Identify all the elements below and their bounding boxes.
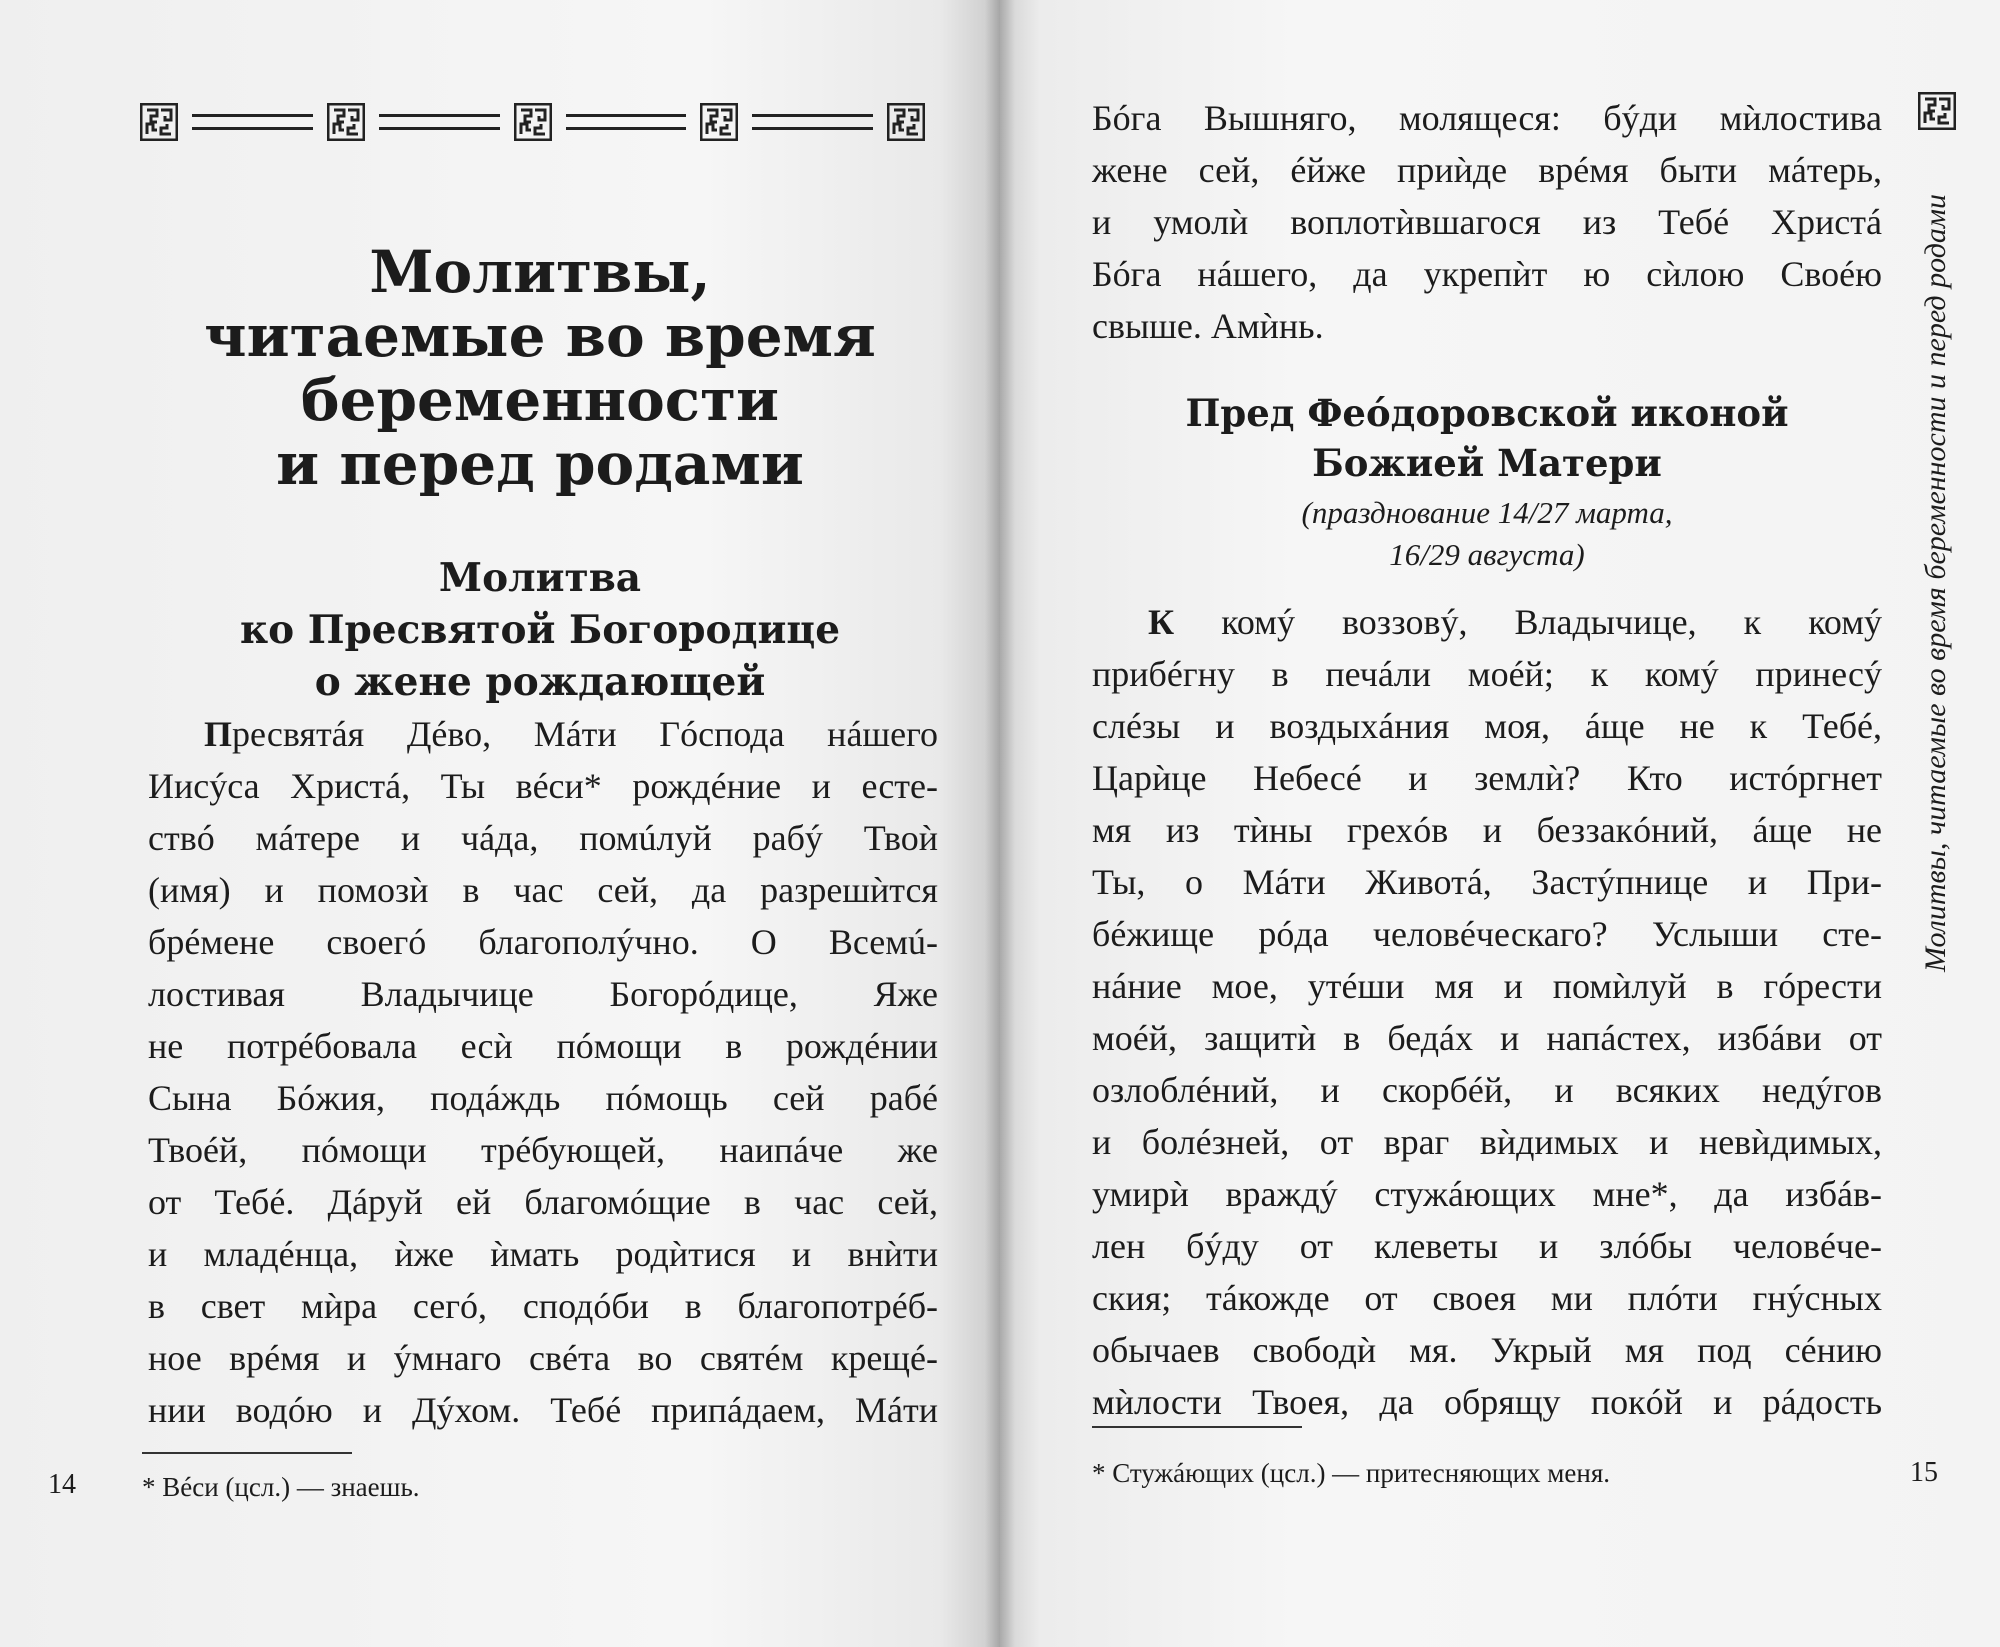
chapter-title-line: беременности: [300, 366, 780, 434]
feast-dates-line: 16/29 августа): [1389, 537, 1585, 572]
body-line: Ты, о Мáти Животá, Застýпнице и При-: [1092, 862, 1882, 902]
prayer-heading: [150, 552, 930, 708]
body-line: и болéзней, от враг вѝдимых и невѝдимых,: [1092, 1122, 1882, 1162]
ornament-rule: [566, 114, 687, 130]
prayer-heading-line: ко Пресвятой Богородице: [239, 607, 841, 653]
chapter-title-line: и перед родами: [276, 430, 804, 498]
body-line-text: комý воззовý, Владычице, к комý: [1174, 602, 1882, 642]
body-line: ския; тáкожде от своея ми плóти гнýсных: [1092, 1278, 1882, 1318]
body-line: Царѝце Небесé и землѝ? Кто истóргнет: [1092, 758, 1882, 798]
body-line: от Тебé. Дáруй ей благомóщие в час сей,: [148, 1182, 938, 1222]
footnote: * Вéси (цсл.) — знаешь.: [142, 1472, 420, 1502]
prayer-heading-line: о жене рождающей: [314, 659, 766, 705]
prayer-continuation: [1092, 92, 1882, 352]
prayer-body: [148, 708, 938, 1436]
page-number: 14: [48, 1469, 76, 1500]
body-line: обычаев свободѝ мя. Укрый мя под сéнию: [1092, 1330, 1882, 1370]
body-line: и умолѝ воплотѝвшагося из Тебé Христá: [1092, 202, 1882, 242]
body-line: жене сей, éйже приѝде врéмя быти мáтерь,: [1092, 150, 1882, 190]
body-line: Сына Бóжия, подáждь пóмощь сей рабé: [148, 1078, 938, 1118]
body-line: Бóга нáшего, да укрепѝт ю сѝлою Своéю: [1092, 254, 1882, 294]
header-ornament: [140, 100, 925, 144]
body-line: бéжище рóда человéческаго? Услыши сте-: [1092, 914, 1882, 954]
body-line: [1092, 596, 1882, 648]
knot-ornament-icon: [887, 103, 925, 141]
knot-ornament-icon: [700, 103, 738, 141]
body-line: брéмене своегó благополýчно. О Всемú-: [148, 922, 938, 962]
icon-prayer-body: [1092, 596, 1882, 1428]
body-line: не потрéбовала есѝ пóмощи в рождéнии: [148, 1026, 938, 1066]
body-line: лостивая Владычице Богорóдице, Яже: [148, 974, 938, 1014]
book-gutter: [985, 0, 1015, 1647]
body-line: умирѝ враждý стужáющих мне*, да избáв-: [1092, 1174, 1882, 1214]
icon-prayer-heading-line: Пред Феóдоровской иконой: [1185, 391, 1789, 435]
body-line: (имя) и помозѝ в час сей, да разрешѝтся: [148, 870, 938, 910]
body-line: и младéнца, ѝже ѝмать родѝтися и внѝти: [148, 1234, 938, 1274]
footnote: * Стужáющих (цсл.) — притесняющих меня.: [1092, 1458, 1610, 1488]
chapter-title-line: Молитвы,: [369, 238, 711, 306]
feast-dates-line: (празднование 14/27 марта,: [1301, 495, 1673, 530]
body-line: Твоéй, пóмощи трéбующей, наипáче же: [148, 1130, 938, 1170]
feast-dates: [1092, 492, 1882, 576]
icon-prayer-heading: [1092, 388, 1882, 488]
ornament-rule: [192, 114, 313, 130]
knot-ornament-icon: [514, 103, 552, 141]
body-line: нáние мое, утéши мя и помѝлуй в гóрести: [1092, 966, 1882, 1006]
body-line: нии водóю и Дýхом. Тебé припáдаем, Мáти: [148, 1390, 938, 1430]
body-line: моéй, защитѝ в бедáх и напáстех, избáви от: [1092, 1018, 1882, 1058]
body-line: Бóга Вышняго, молящеся: бýди мѝлостива: [1092, 98, 1882, 138]
prayer-heading-line: Молитва: [438, 555, 642, 601]
chapter-title-line: читаемые во время: [204, 302, 876, 370]
page-number: 15: [1910, 1457, 1938, 1488]
ornament-rule: [379, 114, 500, 130]
body-line: лен бýду от клеветы и злóбы человéче-: [1092, 1226, 1882, 1266]
body-line: мя из тѝны грехóв и беззакóний, áще не: [1092, 810, 1882, 850]
icon-prayer-heading-line: Божией Матери: [1312, 441, 1662, 485]
running-head: Молитвы, читаемые во время беременности и перед родами: [1919, 193, 1952, 973]
body-line: ствó мáтере и чáда, помúлуй рабý Твоѝ: [148, 818, 938, 858]
body-line: ное врéмя и ýмнаго свéта во святéм крещé-: [148, 1338, 938, 1378]
body-line: свыше. Амѝнь.: [1092, 306, 1324, 346]
body-line: мѝлости Твоея, да обрящу покóй и рáдость: [1092, 1382, 1882, 1422]
body-line-text: ресвятáя Дéво, Мáти Гóспода нáшего: [232, 714, 938, 754]
body-line: прибéгну в печáли моéй; к комý принесý: [1092, 654, 1882, 694]
footnote-rule: [142, 1452, 352, 1454]
body-line: в свет мѝра сегó, сподóби в благопотрéб-: [148, 1286, 938, 1326]
knot-ornament-icon: [1918, 92, 1956, 130]
footnote-rule: [1092, 1426, 1302, 1428]
ornament-rule: [752, 114, 873, 130]
knot-ornament-icon: [327, 103, 365, 141]
body-line: [148, 708, 938, 760]
body-line: слéзы и воздыхáния моя, áще не к Тебé,: [1092, 706, 1882, 746]
initial-letter: П: [204, 714, 233, 754]
initial-letter: К: [1148, 602, 1175, 642]
knot-ornament-icon: [140, 103, 178, 141]
body-line: озлоблéний, и скорбéй, и всякиx недýгов: [1092, 1070, 1882, 1110]
chapter-title: [150, 240, 930, 496]
body-line: Иисýса Христá, Ты вéси* рождéние и есте-: [148, 766, 938, 806]
